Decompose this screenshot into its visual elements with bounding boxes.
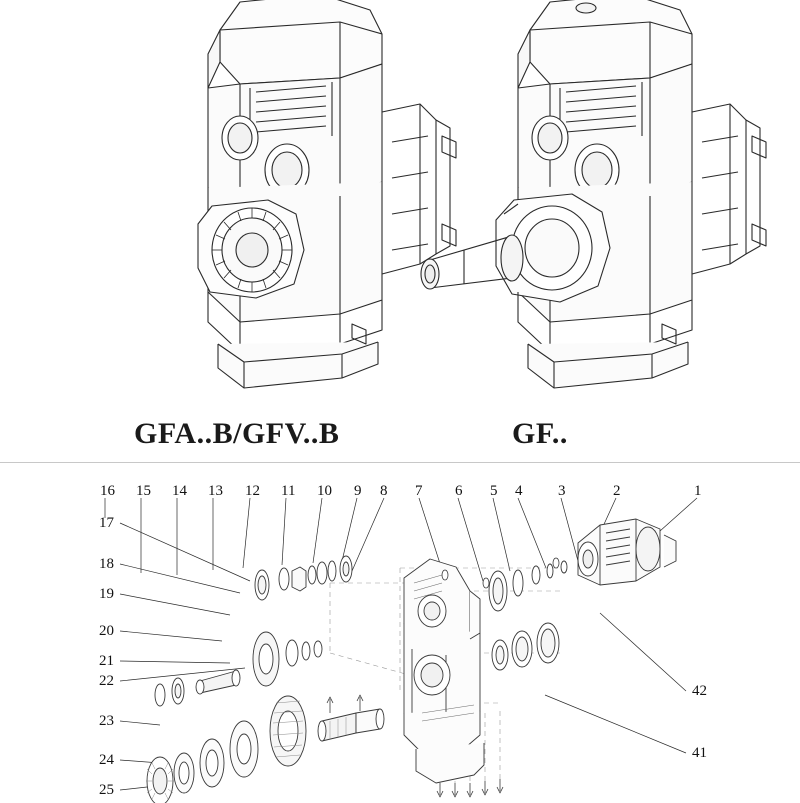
callout-20: 20 [99,623,114,639]
callout-23: 23 [99,713,114,729]
callout-42: 42 [692,683,707,699]
caption-gf: GF.. [512,417,568,450]
callout-1: 1 [694,483,702,499]
callout-4: 4 [515,483,523,499]
callout-17: 17 [99,515,114,531]
callout-5: 5 [490,483,498,499]
callout-6: 6 [455,483,463,499]
callout-12: 12 [245,483,260,499]
callout-41: 41 [692,745,707,761]
callout-13: 13 [208,483,223,499]
callout-16: 16 [100,483,115,499]
callout-10: 10 [317,483,332,499]
callout-22: 22 [99,673,114,689]
caption-gfab-gfvb: GFA..B/GFV..B [134,417,340,450]
callout-19: 19 [99,586,114,602]
gearbox-3d-view-right [400,0,800,402]
callout-18: 18 [99,556,114,572]
exploded-parts-diagram-section [0,463,800,800]
callout-25: 25 [99,782,114,798]
callout-21: 21 [99,653,114,669]
callout-11: 11 [281,483,296,499]
callout-15: 15 [136,483,151,499]
callout-9: 9 [354,483,362,499]
callout-8: 8 [380,483,388,499]
callout-3: 3 [558,483,566,499]
callout-2: 2 [613,483,621,499]
callout-24: 24 [99,752,114,768]
exploded-parts-drawing [0,463,800,803]
callout-14: 14 [172,483,187,499]
callout-7: 7 [415,483,423,499]
